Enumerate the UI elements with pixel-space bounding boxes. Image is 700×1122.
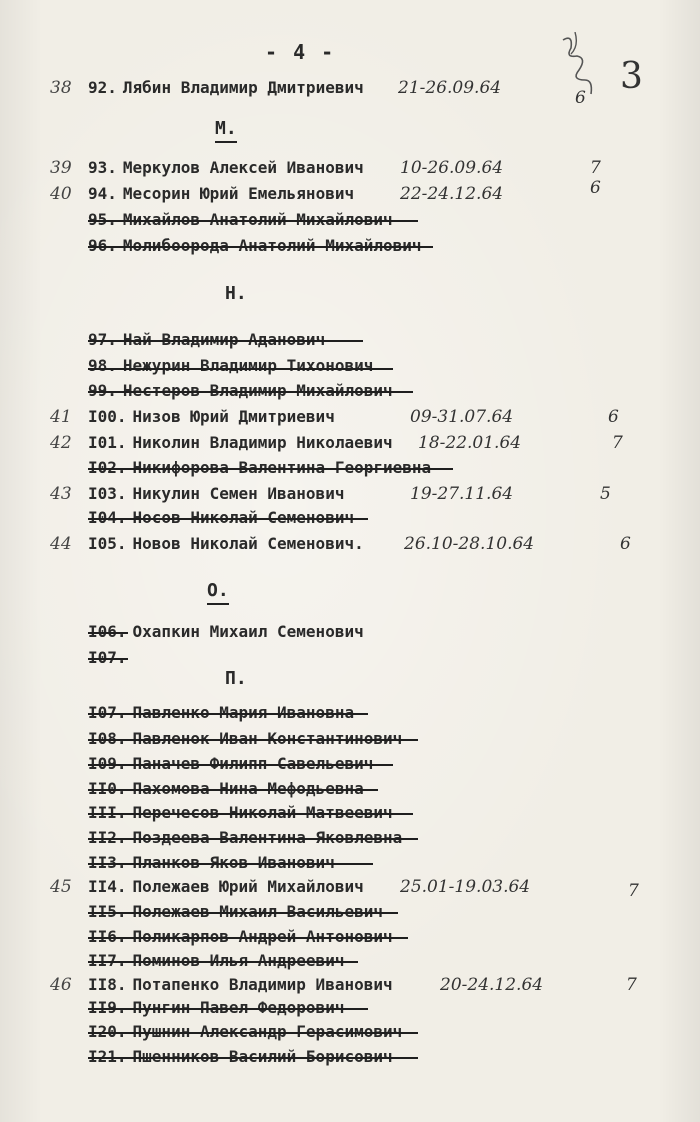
date-range: 10-26.09.64 [400, 158, 504, 178]
person-name: Никулин Семен Иванович [132, 484, 345, 503]
strikethrough [88, 863, 373, 865]
entry-number: I04. [88, 508, 127, 527]
person-name: Низов Юрий Дмитриевич [132, 407, 335, 426]
strikethrough [88, 246, 433, 248]
date-range: 21-26.09.64 [398, 78, 502, 98]
entry-number: I06. [88, 622, 127, 641]
strikethrough [88, 1057, 418, 1059]
list-item [0, 729, 700, 757]
ordinal-number: 46 [50, 975, 72, 995]
entry-number: I09. [88, 754, 127, 773]
list-item [0, 458, 700, 486]
strikethrough [88, 391, 413, 393]
person-name: Лябин Владимир Дмитриевич [122, 78, 364, 97]
score: 6 [590, 178, 601, 198]
person-name: Паначев Филипп Савельевич [132, 754, 374, 773]
person-name: Поминов Илья Андреевич [132, 951, 345, 970]
list-item [0, 648, 700, 676]
person-name: Пшенников Василий Борисович [132, 1047, 393, 1066]
person-name: Нежурин Владимир Тихонович [122, 356, 374, 375]
date-range: 18-22.01.64 [418, 433, 522, 453]
list-item [0, 803, 700, 831]
entry-number: I20. [88, 1022, 127, 1041]
list-item [0, 381, 700, 409]
entry-number: 99. [88, 381, 117, 400]
strikethrough [88, 518, 368, 520]
strikethrough [88, 961, 358, 963]
strikethrough [88, 632, 128, 634]
score: 7 [626, 975, 637, 995]
person-name: Павленок Иван Константинович [132, 729, 403, 748]
section-o-heading: О. [207, 580, 229, 605]
list-item [0, 210, 700, 238]
ordinal-number: 38 [50, 78, 72, 98]
person-name: Полежаев Михаил Васильевич [132, 902, 383, 921]
date-range: 09-31.07.64 [410, 407, 514, 427]
person-name: Пунгин Павел Федорович [132, 998, 345, 1017]
ordinal-number: 41 [50, 407, 72, 427]
entry-number: II8. [88, 975, 127, 994]
entry-number: II0. [88, 779, 127, 798]
person-name: Носов Николай Семенович [132, 508, 355, 527]
entry-number: II5. [88, 902, 127, 921]
entry-number: I08. [88, 729, 127, 748]
list-item [0, 1022, 700, 1050]
entry-number: I00. [88, 407, 127, 426]
strikethrough [88, 1008, 368, 1010]
entry-number: I21. [88, 1047, 127, 1066]
list-item [0, 78, 700, 106]
section-n-heading: Н. [225, 283, 247, 304]
person-name: Перечесов Николай Матвеевич [132, 803, 393, 822]
person-name: Поздеева Валентина Яковлевна [132, 828, 403, 847]
strikethrough [88, 368, 393, 370]
ordinal-number: 39 [50, 158, 72, 178]
date-range: 20-24.12.64 [440, 975, 544, 995]
entry-number: II7. [88, 951, 127, 970]
person-name: Меркулов Алексей Иванович [122, 158, 364, 177]
strikethrough [88, 937, 408, 939]
list-item [0, 622, 700, 650]
strikethrough [88, 468, 453, 470]
person-name: Месорин Юрий Емельянович [122, 184, 355, 203]
person-name: Павленко Мария Ивановна [132, 703, 355, 722]
strikethrough [88, 813, 413, 815]
section-p-heading: П. [225, 668, 247, 689]
date-range: 22-24.12.64 [400, 184, 504, 204]
entry-number: II3. [88, 853, 127, 872]
person-name: Новов Николай Семенович. [132, 534, 364, 553]
person-name: Полежаев Юрий Михайлович [132, 877, 364, 896]
score: 5 [600, 484, 611, 504]
person-name: Най Владимир Аданович [122, 330, 326, 349]
section-m-heading: М. [215, 118, 237, 143]
entry-number: II6. [88, 927, 127, 946]
ordinal-number: 42 [50, 433, 72, 453]
entry-number: I03. [88, 484, 127, 503]
ordinal-number: 44 [50, 534, 72, 554]
ordinal-number: 45 [50, 877, 72, 897]
strikethrough [88, 838, 418, 840]
person-name: Планков Яков Иванович [132, 853, 335, 872]
list-item [0, 1047, 700, 1075]
entry-number: 94. [88, 184, 117, 203]
date-range: 19-27.11.64 [410, 484, 514, 504]
person-name: Пахомова Нина Мефодьевна [132, 779, 364, 798]
list-item [0, 703, 700, 731]
entry-number: I01. [88, 433, 127, 452]
entry-number: II4. [88, 877, 127, 896]
entry-number: I02. [88, 458, 127, 477]
score: 6 [608, 407, 619, 427]
corner-page-number: 3 [620, 56, 643, 97]
list-item [0, 356, 700, 384]
list-item [0, 178, 700, 212]
score: 7 [612, 433, 623, 453]
strikethrough [88, 658, 128, 660]
ordinal-number: 43 [50, 484, 72, 504]
person-name: Потапенко Владимир Иванович [132, 975, 393, 994]
page-number: - 4 - [265, 40, 336, 64]
strikethrough [88, 220, 418, 222]
entry-number: II9. [88, 998, 127, 1017]
entry-number: I07. [88, 648, 127, 667]
strikethrough [88, 713, 368, 715]
entry-number: II2. [88, 828, 127, 847]
entry-number: 92. [88, 78, 117, 97]
list-item [0, 754, 700, 782]
entry-number: 97. [88, 330, 117, 349]
score: 6 [620, 534, 631, 554]
score: 7 [628, 881, 639, 901]
person-name: Никифорова Валентина Георгиевна [132, 458, 432, 477]
score: 7 [590, 158, 601, 178]
date-range: 25.01-19.03.64 [400, 877, 531, 897]
list-item [0, 407, 700, 435]
entry-number: I05. [88, 534, 127, 553]
date-range: 26.10-28.10.64 [404, 534, 535, 554]
person-name: Охапкин Михаил Семенович [132, 622, 364, 641]
strikethrough [88, 789, 378, 791]
strikethrough [88, 912, 398, 914]
entry-number: 95. [88, 210, 117, 229]
person-name: Молибоорода Анатолий Михайлович [122, 236, 422, 255]
entry-number: III. [88, 803, 127, 822]
person-name: Николин Владимир Николаевич [132, 433, 393, 452]
strikethrough [88, 340, 363, 342]
list-item [0, 902, 700, 930]
list-item [0, 828, 700, 856]
list-item [0, 433, 700, 461]
person-name: Пушнин Александр Герасимович [132, 1022, 403, 1041]
strikethrough [88, 764, 393, 766]
person-name: Поликарпов Андрей Антонович [132, 927, 393, 946]
ordinal-number: 40 [50, 184, 72, 204]
person-name: Нестеров Владимир Михайлович [122, 381, 393, 400]
strikethrough [88, 739, 418, 741]
entry-number: 98. [88, 356, 117, 375]
person-name: Михайлов Анатолий Михайлович [122, 210, 393, 229]
score: 6 [575, 88, 586, 108]
entry-number: I07. [88, 703, 127, 722]
strikethrough [88, 1032, 418, 1034]
list-item [0, 534, 700, 562]
list-item [0, 877, 700, 905]
entry-number: 96. [88, 236, 117, 255]
list-item [0, 330, 700, 358]
list-item [0, 508, 700, 536]
list-item [0, 236, 700, 264]
entry-number: 93. [88, 158, 117, 177]
